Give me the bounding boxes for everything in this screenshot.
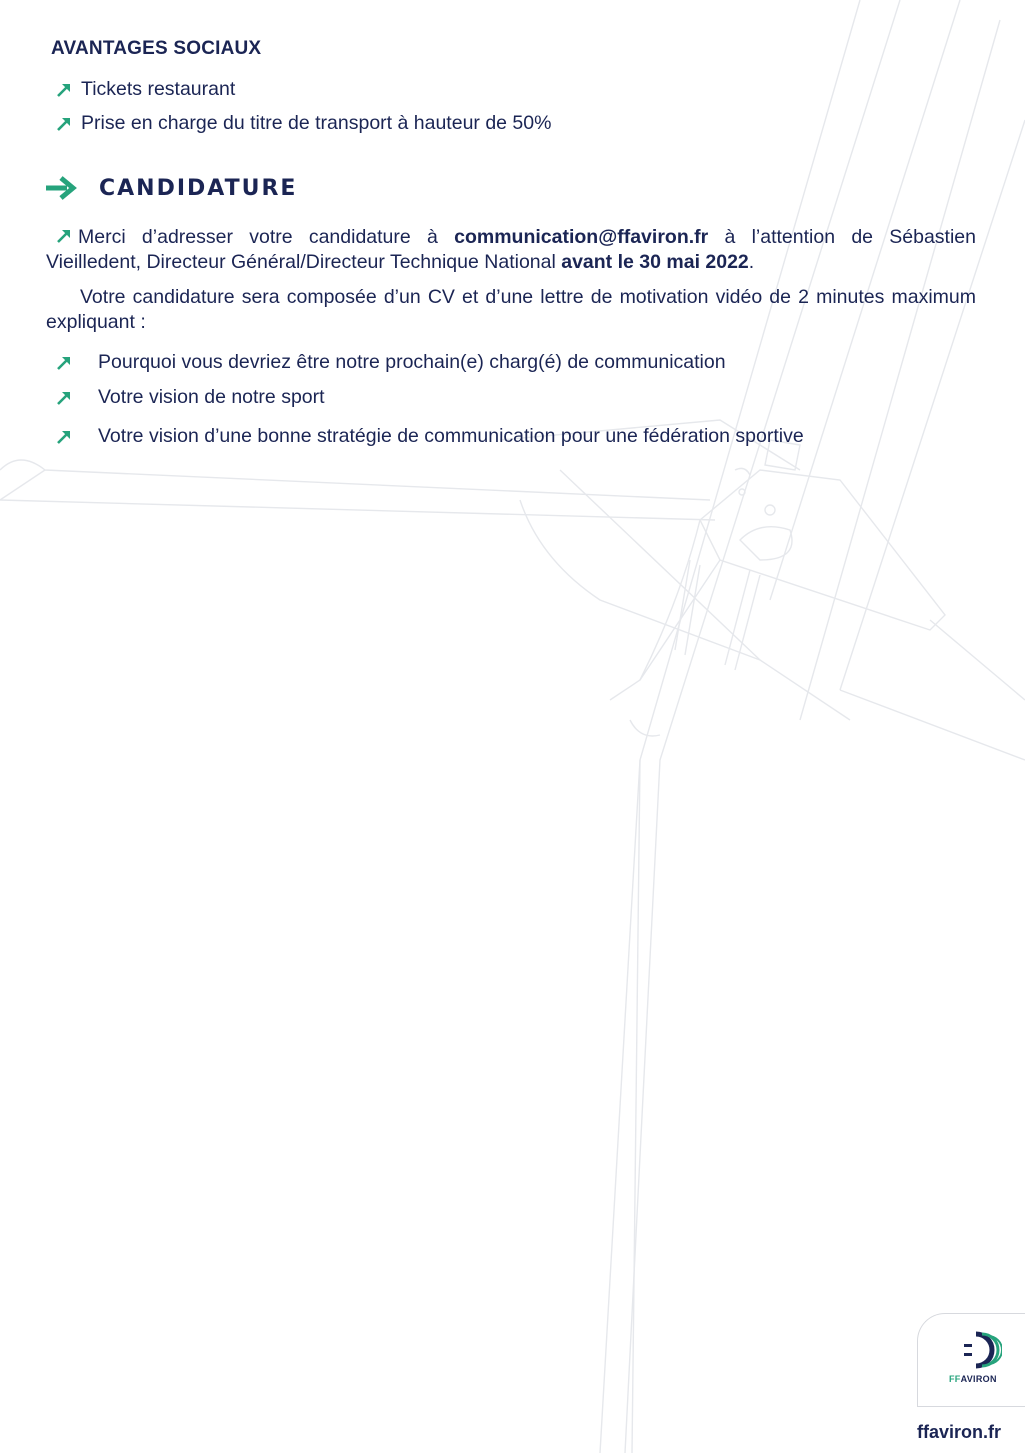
- benefit-tickets: Tickets restaurant: [81, 78, 236, 100]
- arrow-up-right-icon: [56, 228, 72, 244]
- deadline-text: avant le 30 mai 2022: [561, 251, 749, 273]
- candidature-header: [45, 175, 297, 201]
- p1-text-b: à l’attention de Sébastien Vieilledent, Directeur Général/Directeur Technique National: [46, 226, 977, 273]
- criteria-item-1: Pourquoi vous devriez être notre prochain(e) charg(é) de communication: [98, 351, 726, 373]
- criteria-item-2: Votre vision de notre sport: [98, 386, 325, 408]
- p1-text-c: .: [748, 251, 755, 273]
- list-item: [56, 351, 726, 374]
- list-item: [56, 425, 804, 448]
- candidature-paragraph-1: [46, 225, 976, 275]
- arrow-up-right-icon: [56, 429, 72, 445]
- candidature-heading: CANDIDATURE: [99, 175, 298, 201]
- p1-text-a: Merci d’adresser votre candidature à: [78, 226, 455, 248]
- list-item: [56, 78, 235, 101]
- arrow-up-right-icon: [56, 355, 72, 371]
- ffaviron-logo-text: [949, 1374, 997, 1384]
- logo-ff: FF: [949, 1374, 961, 1384]
- list-item: [56, 112, 551, 135]
- criteria-item-3: Votre vision d’une bonne stratégie de communication pour une fédération sportive: [98, 425, 804, 447]
- benefit-transport: Prise en charge du titre de transport à hauteur de 50%: [81, 112, 552, 134]
- contact-email-link[interactable]: communication@ffaviron.fr: [454, 226, 709, 248]
- arrow-up-right-icon: [56, 82, 72, 98]
- site-url-link[interactable]: ffaviron.fr: [917, 1422, 1002, 1442]
- candidature-paragraph-2: Votre candidature sera composée d’un CV et d’une lettre de motivation vidéo de 2 minutes maximum expliquant :: [46, 286, 976, 333]
- arrow-up-right-icon: [56, 390, 72, 406]
- arrow-right-icon: [45, 175, 77, 201]
- logo-aviron: AVIRON: [960, 1374, 997, 1384]
- avantages-heading: AVANTAGES SOCIAUX: [51, 38, 262, 59]
- list-item: [56, 386, 325, 409]
- arrow-up-right-icon: [56, 116, 72, 132]
- logo-card: [917, 1313, 1025, 1407]
- ffaviron-logo-icon: [958, 1330, 1002, 1370]
